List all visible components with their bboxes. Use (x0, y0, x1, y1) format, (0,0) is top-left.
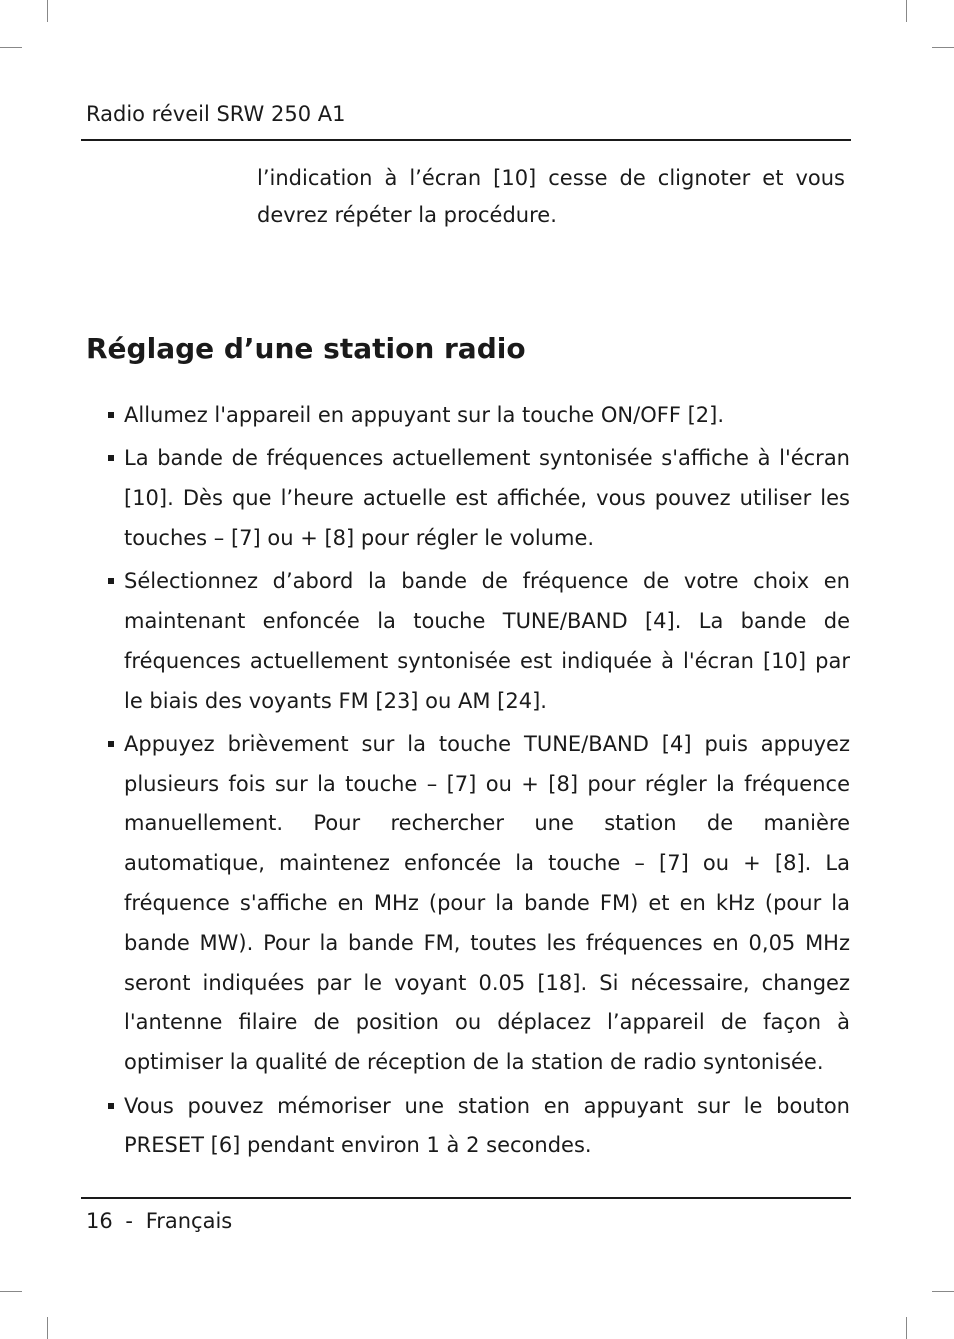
continuation-paragraph: l’indication à l’écran [10] cesse de clignoter et vous devrez répéter la procédure. (257, 166, 845, 227)
header-rule (81, 139, 851, 141)
list-item-text: Sélectionnez d’abord la bande de fréquence de votre choix en maintenant enfoncée la touche TUNE/BAND [4]. La bande de fréquences actuellement syntonisée est indiquée à l'écran [10] par le biais des voyants FM [23] ou AM [24]. (124, 569, 850, 713)
bullet-list (108, 396, 850, 1170)
list-item (108, 396, 850, 436)
crop-mark (0, 47, 22, 48)
page-footer (86, 1207, 232, 1235)
crop-mark (47, 1317, 48, 1339)
crop-mark (47, 0, 48, 22)
list-item (108, 562, 850, 721)
list-item (108, 1087, 850, 1167)
list-item (108, 725, 850, 1083)
running-header: Radio réveil SRW 250 A1 (86, 102, 346, 126)
footer-language: Français (145, 1209, 233, 1233)
list-item-text: La bande de fréquences actuellement syntonisée s'affiche à l'écran [10]. Dès que l’heure actuelle est affichée, vous pouvez utiliser les touches – [7] ou + [8] pour régler le volume. (124, 446, 850, 550)
page-number: 16 (86, 1209, 113, 1233)
crop-mark (906, 0, 907, 22)
list-item-text: Appuyez brièvement sur la touche TUNE/BAND [4] puis appuyez plusieurs fois sur la touche – [7] ou + [8] pour régler la fréquence manuellement. Pour rechercher une station de manière automatique, maintenez enfoncée la touche – [7] ou + [8]. La fréquence s'affiche en MHz (pour la bande FM) et en kHz (pour la bande MW). Pour la bande FM, toutes les fréquences en 0,05 MHz seront indiquées par le voyant 0.05 [18]. Si nécessaire, changez l'antenne filaire de position ou déplacez l’appareil de façon à optimiser la qualité de réception de la station de radio syntonisée. (124, 731, 850, 1075)
square-bullet-icon (108, 1103, 114, 1109)
square-bullet-icon (108, 455, 114, 461)
footer-separator: - (125, 1209, 133, 1233)
crop-mark (906, 1317, 907, 1339)
crop-mark (932, 1291, 954, 1292)
list-item-text: Allumez l'appareil en appuyant sur la touche ON/OFF [2]. (124, 403, 724, 427)
crop-mark (0, 1291, 22, 1292)
section-heading: Réglage d’une station radio (86, 332, 526, 365)
footer-rule (81, 1197, 851, 1199)
list-item (108, 439, 850, 558)
list-item-text: Vous pouvez mémoriser une station en appuyant sur le bouton PRESET [6] pendant environ 1 à 2 secondes. (124, 1093, 850, 1158)
square-bullet-icon (108, 578, 114, 584)
square-bullet-icon (108, 412, 114, 418)
square-bullet-icon (108, 741, 114, 747)
crop-mark (932, 47, 954, 48)
